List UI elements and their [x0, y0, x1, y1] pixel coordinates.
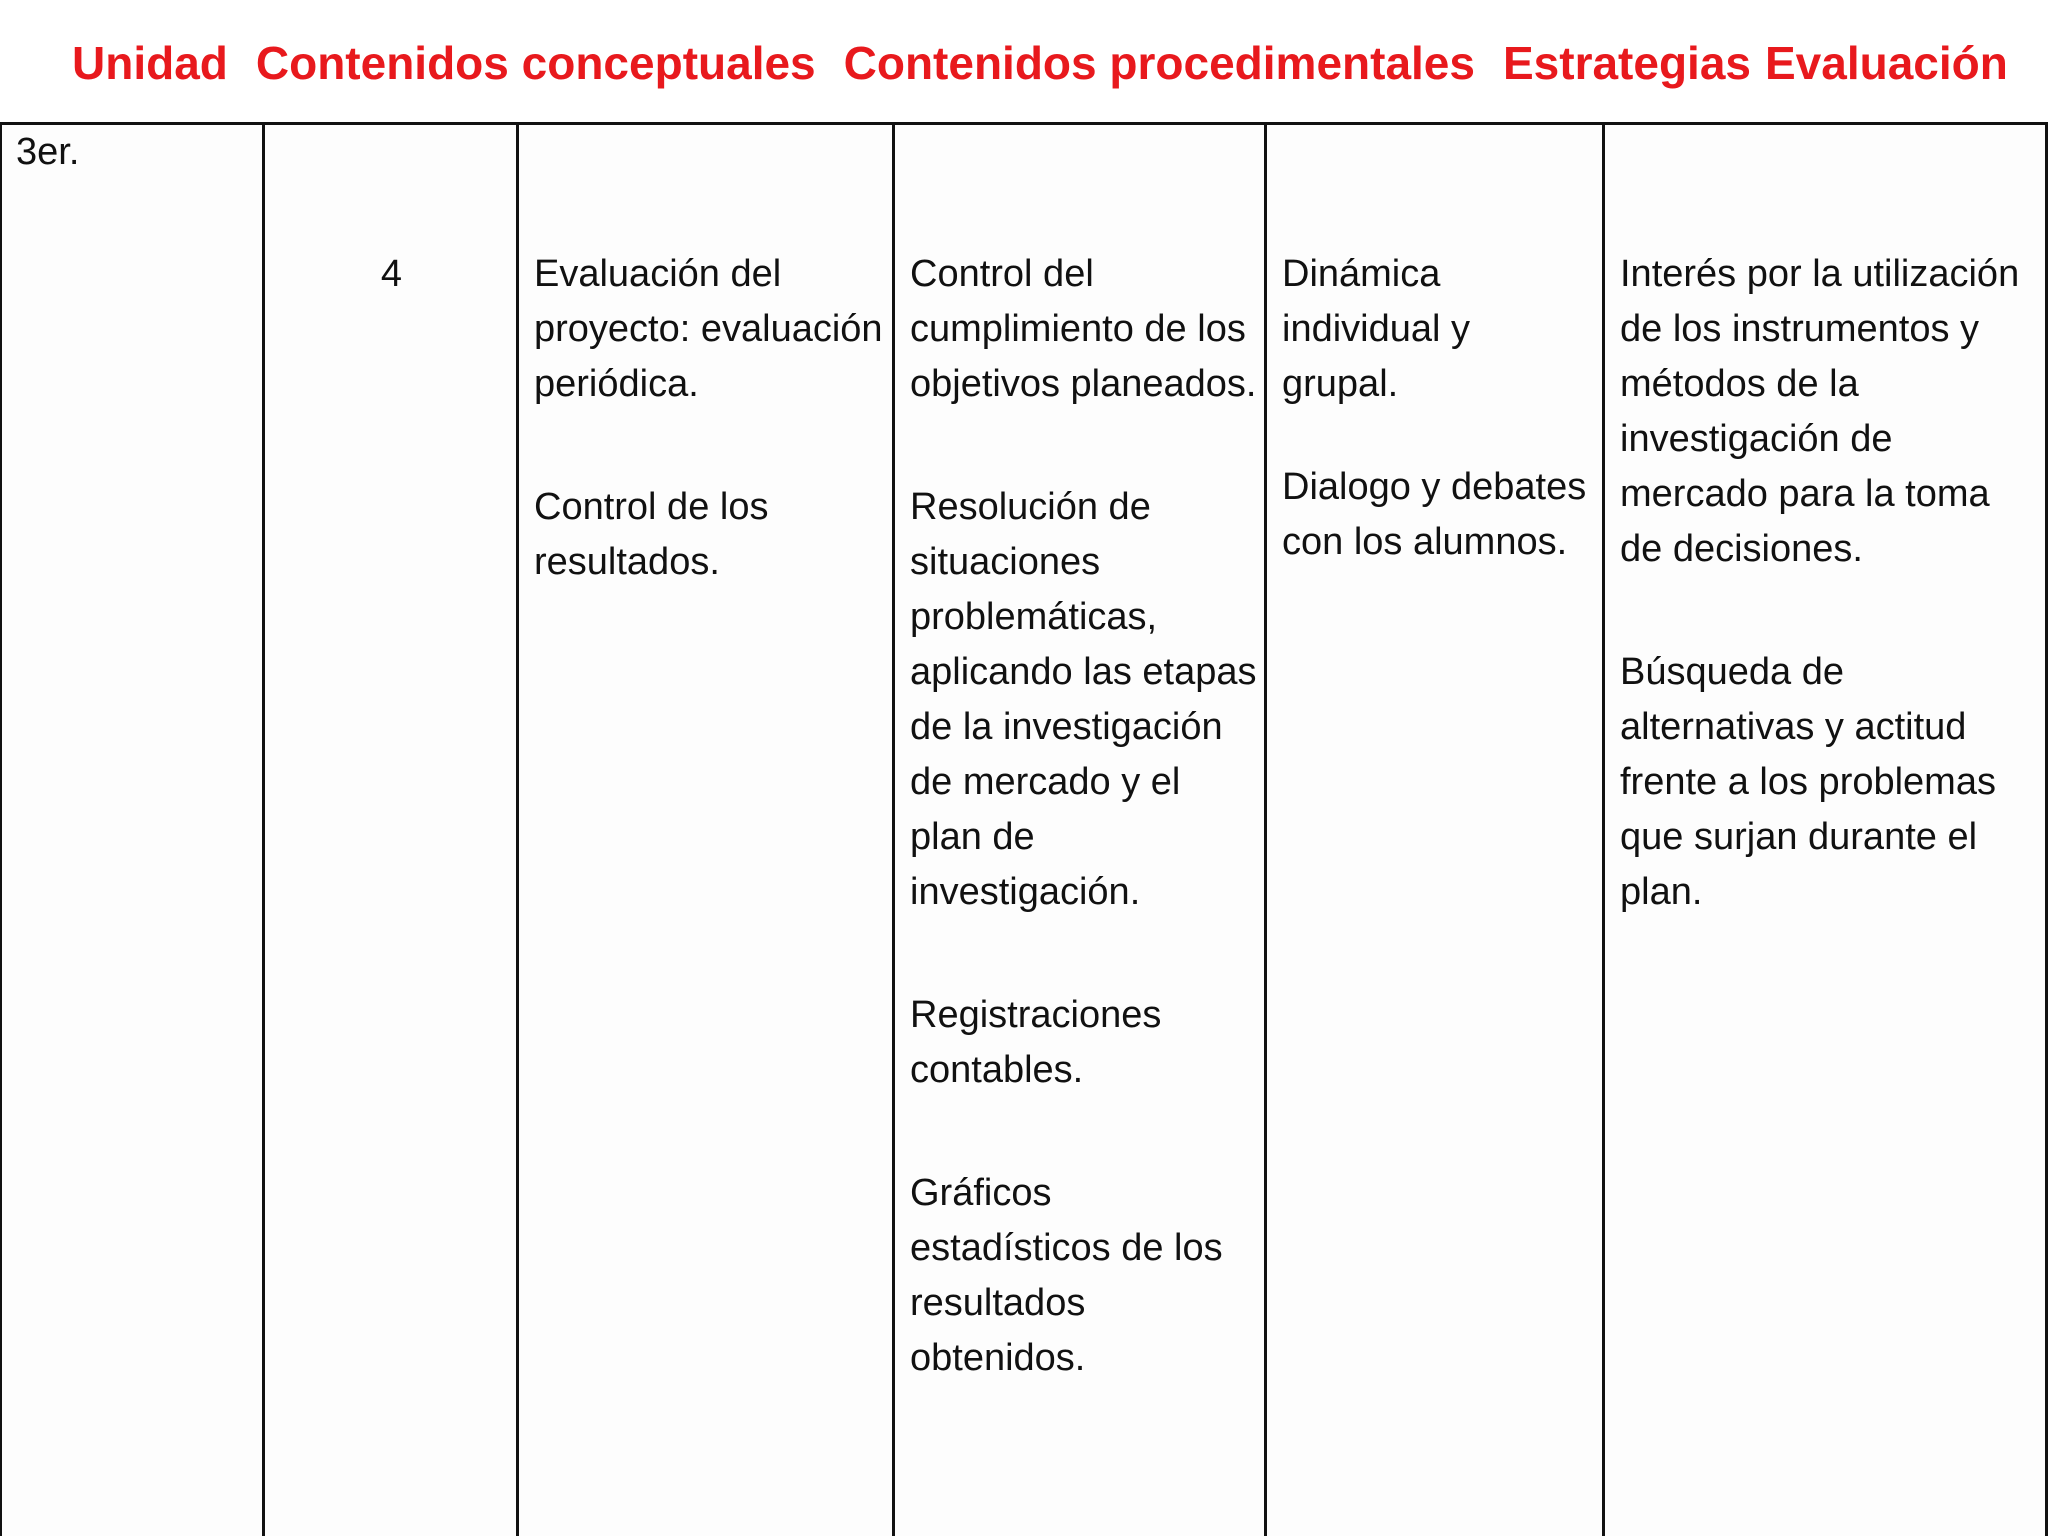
conceptual-content: [534, 247, 884, 590]
period-cell: [0, 125, 264, 1536]
procedural-cell: [892, 125, 1266, 1536]
conceptual-item: Evaluación del proyecto: evaluación periódica.: [534, 253, 883, 405]
procedural-content: [910, 247, 1257, 1386]
header-contenidos-procedimentales: Contenidos procedimentales: [843, 37, 1475, 89]
header-unidad: Unidad: [72, 37, 228, 89]
table-header: [72, 28, 2008, 98]
strategies-item: Dinámica individual y grupal.: [1282, 253, 1470, 405]
header-contenidos-conceptuales: Contenidos conceptuales: [255, 37, 816, 89]
period-label: 3er.: [16, 131, 80, 173]
evaluation-content: [1620, 247, 2040, 920]
unit-number: 4: [380, 253, 403, 295]
evaluation-cell: [1602, 125, 2048, 1536]
strategies-item: Dialogo y debates con los alumnos.: [1282, 466, 1587, 563]
header-evaluacion: Evaluación: [1765, 37, 2008, 89]
procedural-item: Registraciones contables.: [910, 994, 1162, 1091]
procedural-item: Control del cumplimiento de los objetivos planeados.: [910, 253, 1257, 405]
procedural-item: Gráficos estadísticos de los resultados obtenidos.: [910, 1172, 1223, 1379]
conceptual-cell: [516, 125, 894, 1536]
header-estrategias: Estrategias: [1502, 37, 1751, 89]
conceptual-item: Control de los resultados.: [534, 486, 769, 583]
evaluation-item: Interés por la utilización de los instrumentos y métodos de la investigación de mercado para la toma de decisiones.: [1620, 253, 2020, 570]
procedural-item: Resolución de situaciones problemáticas, aplicando las etapas de la investigación de mercado y el plan de investigación.: [910, 486, 1257, 913]
strategies-cell: [1264, 125, 1604, 1536]
evaluation-item: Búsqueda de alternativas y actitud frente a los problemas que surjan durante el plan.: [1620, 651, 1996, 913]
strategies-content: [1282, 247, 1592, 570]
content-table: [0, 122, 2048, 1536]
unit-cell: [262, 125, 518, 1536]
